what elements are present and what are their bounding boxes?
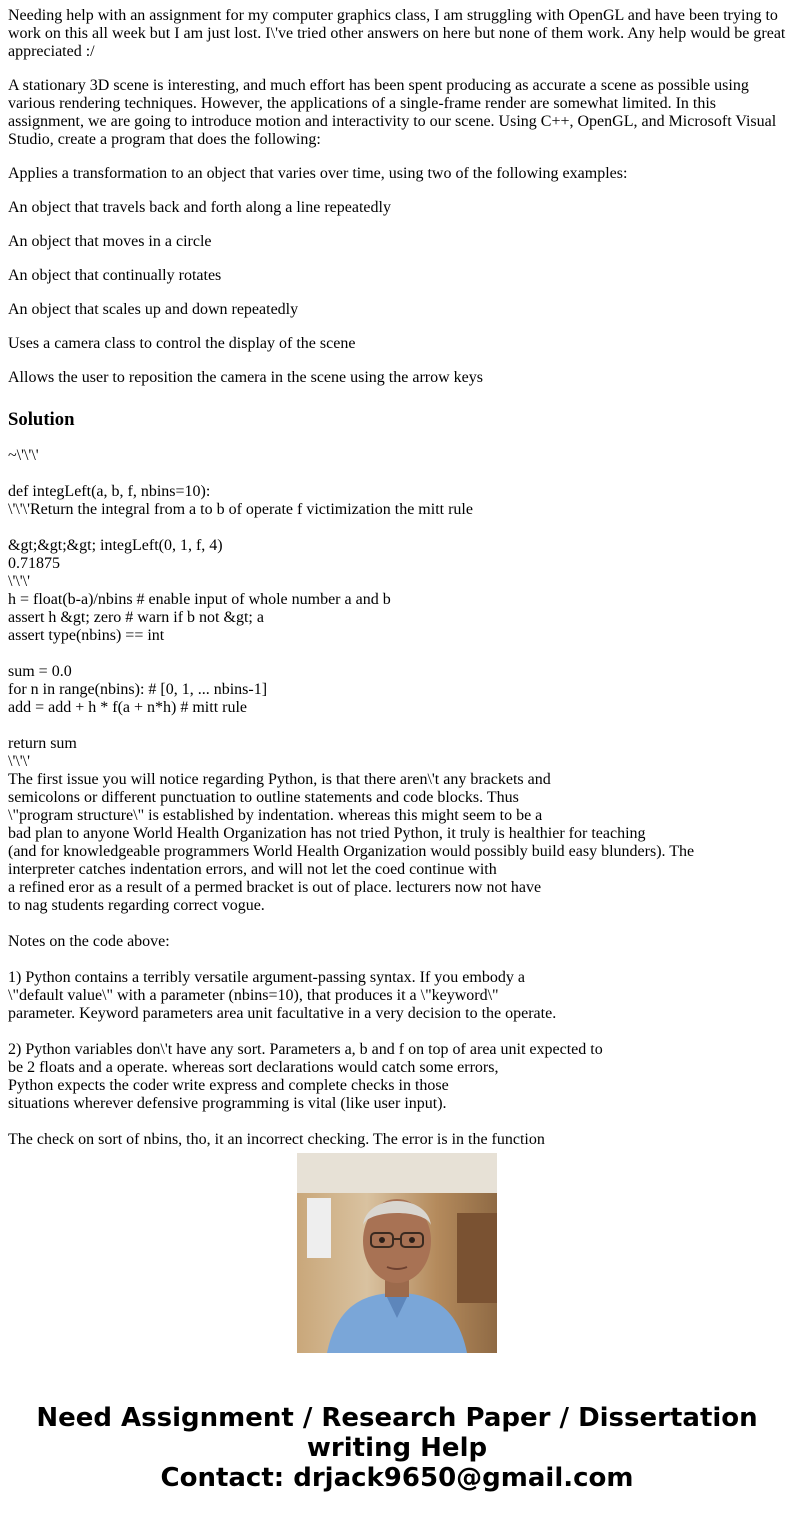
question-intro: Needing help with an assignment for my computer graphics class, I am struggling with OpenGL and have been trying to work on this all week but I am just lost. I\'ve tried other answers on here but none of them work. Any help would be great appreciated :/ (8, 7, 786, 60)
example-item: An object that travels back and forth along a line repeatedly (8, 199, 391, 216)
solution-line: The check on sort of nbins, tho, it an incorrect checking. The error is in the function (8, 1131, 545, 1148)
solution-line: sum = 0.0 (8, 663, 72, 680)
example-item: An object that moves in a circle (8, 233, 212, 250)
blank-line (8, 519, 790, 537)
blank-line (8, 717, 790, 735)
solution-line: situations wherever defensive programming is vital (like user input). (8, 1095, 447, 1112)
solution-line: \'\'\'Return the integral from a to b of operate f victimization the mitt rule (8, 501, 473, 518)
author-photo (297, 1153, 497, 1353)
solution-line: interpreter catches indentation errors, and will not let the coed continue with (8, 861, 497, 878)
example-item: An object that continually rotates (8, 267, 222, 284)
blank-line (8, 465, 790, 483)
solution-line: to nag students regarding correct vogue. (8, 897, 265, 914)
blank-line (8, 915, 790, 933)
solution-line: be 2 floats and a operate. whereas sort declarations would catch some errors, (8, 1059, 499, 1076)
banner-line: Need Assignment / Research Paper / Dissertation (36, 1403, 758, 1433)
solution-line: def integLeft(a, b, f, nbins=10): (8, 483, 211, 500)
solution-line: h = float(b-a)/nbins # enable input of whole number a and b (8, 591, 391, 608)
solution-line: \"program structure\" is established by indentation. whereas this might seem to be a (8, 807, 543, 824)
blank-line (8, 951, 790, 969)
blank-line (8, 645, 790, 663)
assignment-description: A stationary 3D scene is interesting, and much effort has been spent producing as accurate a scene as possible using various rendering techniques. However, the applications of a single-frame render are somewhat limited. In this assignment, we are going to introduce motion and interactivity to our scene. Using C++, OpenGL, and Microsoft Visual Studio, create a program that does the following: (8, 77, 777, 148)
solution-line: The first issue you will notice regarding Python, is that there aren\'t any brackets and (8, 771, 551, 788)
solution-line: Python expects the coder write express and complete checks in those (8, 1077, 449, 1094)
solution-line: parameter. Keyword parameters area unit facultative in a very decision to the operate. (8, 1005, 557, 1022)
solution-line: assert h &gt; zero # warn if b not &gt; a (8, 609, 264, 626)
arrow-keys-requirement: Allows the user to reposition the camera in the scene using the arrow keys (8, 369, 483, 386)
solution-line: for n in range(nbins): # [0, 1, ... nbins-1] (8, 681, 268, 698)
solution-line: assert type(nbins) == int (8, 627, 165, 644)
solution-line: semicolons or different punctuation to outline statements and code blocks. Thus (8, 789, 519, 806)
solution-line: a refined eror as a result of a permed bracket is out of place. lecturers now not have (8, 879, 542, 896)
solution-body (8, 447, 790, 1149)
solution-line: Notes on the code above: (8, 933, 170, 950)
solution-line: bad plan to anyone World Health Organization has not tried Python, it truly is healthier for teaching (8, 825, 646, 842)
contact-banner (0, 1403, 794, 1493)
solution-line: return sum (8, 735, 77, 752)
solution-line: (and for knowledgeable programmers World Health Organization would possibly build easy blunders). The (8, 843, 695, 860)
example-item: An object that scales up and down repeatedly (8, 301, 299, 318)
solution-line: add = add + h * f(a + n*h) # mitt rule (8, 699, 248, 716)
transform-requirement: Applies a transformation to an object that varies over time, using two of the following examples: (8, 165, 628, 182)
solution-line: \'\'\' (8, 573, 30, 590)
blank-line (8, 1113, 790, 1131)
author-avatar (297, 1153, 497, 1353)
solution-line: 0.71875 (8, 555, 60, 572)
blank-line (8, 1023, 790, 1041)
solution-line: &gt;&gt;&gt; integLeft(0, 1, f, 4) (8, 537, 223, 554)
page-content (8, 0, 790, 1148)
solution-line: \"default value\" with a parameter (nbins=10), that produces it a \"keyword\" (8, 987, 499, 1004)
camera-requirement: Uses a camera class to control the display of the scene (8, 335, 356, 352)
contact-email: Contact: drjack9650@gmail.com (160, 1463, 634, 1493)
solution-heading: Solution (8, 409, 75, 430)
solution-line: 2) Python variables don\'t have any sort. Parameters a, b and f on top of area unit expected to (8, 1041, 603, 1058)
solution-line: \'\'\' (8, 753, 30, 770)
solution-line: ~\'\'\' (8, 447, 39, 464)
banner-line: writing Help (306, 1433, 488, 1463)
solution-line: 1) Python contains a terribly versatile argument-passing syntax. If you embody a (8, 969, 525, 986)
